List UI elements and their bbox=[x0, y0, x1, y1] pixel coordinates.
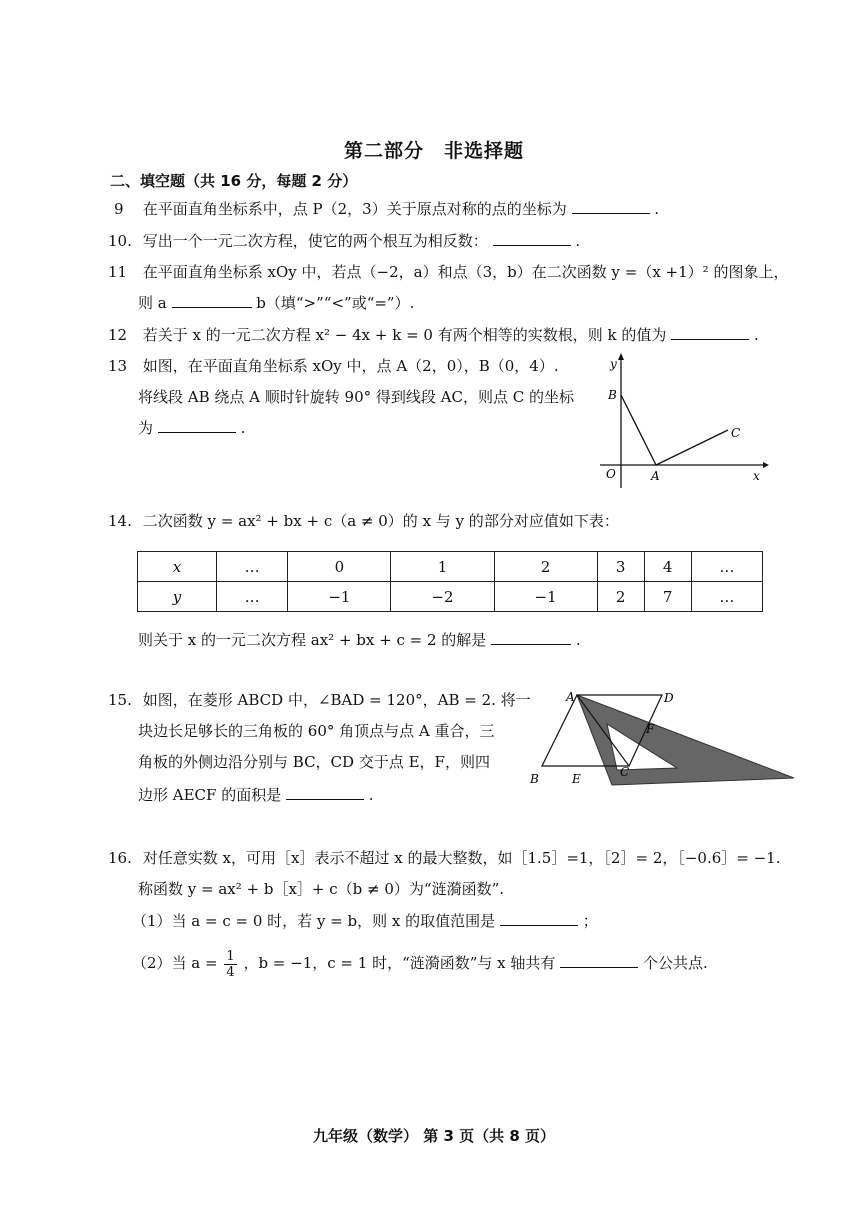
segment-ab bbox=[621, 395, 656, 465]
question-text: 如图，在菱形 ABCD 中，∠BAD = 120°，AB = 2. 将一 bbox=[142, 691, 531, 709]
label-f: F bbox=[646, 722, 655, 736]
question-end: . bbox=[654, 200, 660, 218]
answer-blank[interactable] bbox=[500, 911, 578, 926]
label-o: O bbox=[606, 467, 616, 481]
fraction-denominator: 4 bbox=[226, 964, 235, 980]
question-13-line2: 将线段 AB 绕点 A 顺时针旋转 90° 得到线段 AC，则点 C 的坐标 bbox=[138, 388, 574, 406]
label-a: A bbox=[651, 469, 660, 483]
label-a: A bbox=[566, 690, 575, 704]
question-11-line2 bbox=[138, 293, 414, 313]
question-9 bbox=[114, 199, 659, 219]
label-c: C bbox=[731, 426, 741, 440]
question-16-part1 bbox=[132, 911, 598, 931]
table-cell: x bbox=[138, 552, 217, 582]
question-number: 11 bbox=[108, 263, 128, 281]
label-b: B bbox=[530, 772, 539, 786]
table-cell: … bbox=[217, 582, 288, 612]
answer-blank[interactable] bbox=[671, 325, 749, 340]
question-end: . bbox=[753, 326, 759, 344]
answer-blank[interactable] bbox=[572, 199, 650, 214]
question-number: 12 bbox=[108, 326, 128, 344]
table-cell: −2 bbox=[391, 582, 494, 612]
label-b: B bbox=[608, 388, 617, 402]
question-11 bbox=[108, 262, 788, 282]
question-text: ，b = −1，c = 1 时，“涟漪函数”与 x 轴共有 bbox=[243, 954, 556, 972]
question-number: 9 bbox=[114, 200, 124, 218]
question-text: 边形 AECF 的面积是 bbox=[138, 786, 282, 804]
label-y: y bbox=[610, 357, 617, 371]
question-16-line2: 称函数 y = ax² + b［x］+ c（b ≠ 0）为“涟漪函数”. bbox=[138, 880, 505, 898]
question-end: . bbox=[368, 786, 374, 804]
question-number: 10. bbox=[108, 232, 132, 250]
table-cell: 3 bbox=[597, 552, 644, 582]
answer-blank[interactable] bbox=[286, 785, 364, 800]
label-e: E bbox=[572, 772, 581, 786]
fraction-numerator: 1 bbox=[226, 948, 235, 964]
section-title: 二、填空题（共 16 分，每题 2 分） bbox=[110, 172, 358, 190]
table-cell: −1 bbox=[494, 582, 597, 612]
question-text: （1）当 a = c = 0 时，若 y = b，则 x 的取值范围是 bbox=[132, 912, 496, 930]
table-cell: 2 bbox=[494, 552, 597, 582]
table-cell: … bbox=[217, 552, 288, 582]
question-text: 对任意实数 x，可用［x］表示不超过 x 的最大整数，如［1.5］=1，［2］= 2，［−0.6］= −1. bbox=[142, 849, 781, 867]
question-end: . bbox=[575, 631, 581, 649]
answer-blank[interactable] bbox=[172, 293, 252, 308]
question-text: 为 bbox=[138, 419, 154, 437]
table-cell: 1 bbox=[391, 552, 494, 582]
question-12 bbox=[108, 325, 759, 345]
question-text: 如图，在平面直角坐标系 xOy 中，点 A（2，0），B（0，4）. bbox=[142, 357, 559, 375]
question-16 bbox=[108, 848, 781, 868]
question-end: . bbox=[575, 232, 581, 250]
question-14-after bbox=[138, 630, 581, 650]
question-end: 个公共点. bbox=[642, 954, 708, 972]
table-cell: 2 bbox=[597, 582, 644, 612]
question-text: 二次函数 y = ax² + bx + c（a ≠ 0）的 x 与 y 的部分对应值如下表： bbox=[142, 512, 619, 530]
answer-blank[interactable] bbox=[560, 953, 638, 968]
question-13 bbox=[108, 356, 559, 376]
question-text: 则 a bbox=[138, 294, 167, 312]
coordinate-figure bbox=[595, 350, 770, 490]
part-title: 第二部分 非选择题 bbox=[343, 140, 524, 162]
label-d: D bbox=[664, 691, 674, 705]
question-text: 在平面直角坐标系中，点 P（2，3）关于原点对称的点的坐标为 bbox=[142, 200, 567, 218]
question-15-line2: 块边长足够长的三角板的 60° 角顶点与点 A 重合，三 bbox=[138, 722, 495, 740]
question-15 bbox=[108, 690, 531, 710]
y-axis-arrow bbox=[618, 353, 624, 360]
question-number: 14. bbox=[108, 512, 132, 530]
question-13-line3 bbox=[138, 418, 245, 438]
answer-blank[interactable] bbox=[491, 630, 571, 645]
question-number: 15. bbox=[108, 691, 132, 709]
question-14 bbox=[108, 511, 619, 531]
page-footer: 九年级（数学） 第 3 页（共 8 页） bbox=[313, 1127, 555, 1145]
table-row-x bbox=[138, 552, 763, 582]
fraction bbox=[224, 949, 236, 980]
table-cell: 4 bbox=[644, 552, 691, 582]
segment-ac bbox=[656, 430, 728, 465]
question-text: 写出一个一元二次方程，使它的两个根互为相反数： bbox=[142, 232, 488, 250]
table-cell: 7 bbox=[644, 582, 691, 612]
question-text: 在平面直角坐标系 xOy 中，若点（−2，a）和点（3，b）在二次函数 y =（x +1）² 的图象上， bbox=[142, 263, 789, 281]
table-cell: 0 bbox=[288, 552, 391, 582]
question-15-line3: 角板的外侧边沿分别与 BC，CD 交于点 E，F，则四 bbox=[138, 753, 490, 771]
question-10 bbox=[108, 231, 580, 251]
answer-blank[interactable] bbox=[493, 231, 571, 246]
question-text: 若关于 x 的一元二次方程 x² − 4x + k = 0 有两个相等的实数根，则 k 的值为 bbox=[142, 326, 667, 344]
value-table bbox=[137, 551, 763, 612]
table-cell: y bbox=[138, 582, 217, 612]
rhombus-figure bbox=[522, 688, 804, 792]
table-cell: … bbox=[691, 582, 762, 612]
table-row-y bbox=[138, 582, 763, 612]
question-text: b（填“>”“<”或“=”）. bbox=[256, 294, 415, 312]
question-end: ； bbox=[582, 912, 598, 930]
question-15-line4 bbox=[138, 785, 374, 805]
question-16-part2 bbox=[132, 945, 708, 981]
question-text: 则关于 x 的一元二次方程 ax² + bx + c = 2 的解是 bbox=[138, 631, 487, 649]
answer-blank[interactable] bbox=[158, 418, 236, 433]
question-number: 16. bbox=[108, 849, 132, 867]
question-end: . bbox=[240, 419, 246, 437]
question-number: 13 bbox=[108, 357, 128, 375]
question-text: （2）当 a = bbox=[132, 954, 218, 972]
label-x: x bbox=[753, 469, 760, 483]
table-cell: −1 bbox=[288, 582, 391, 612]
x-axis-arrow bbox=[763, 462, 769, 468]
label-c: C bbox=[620, 765, 630, 779]
table-cell: … bbox=[691, 552, 762, 582]
